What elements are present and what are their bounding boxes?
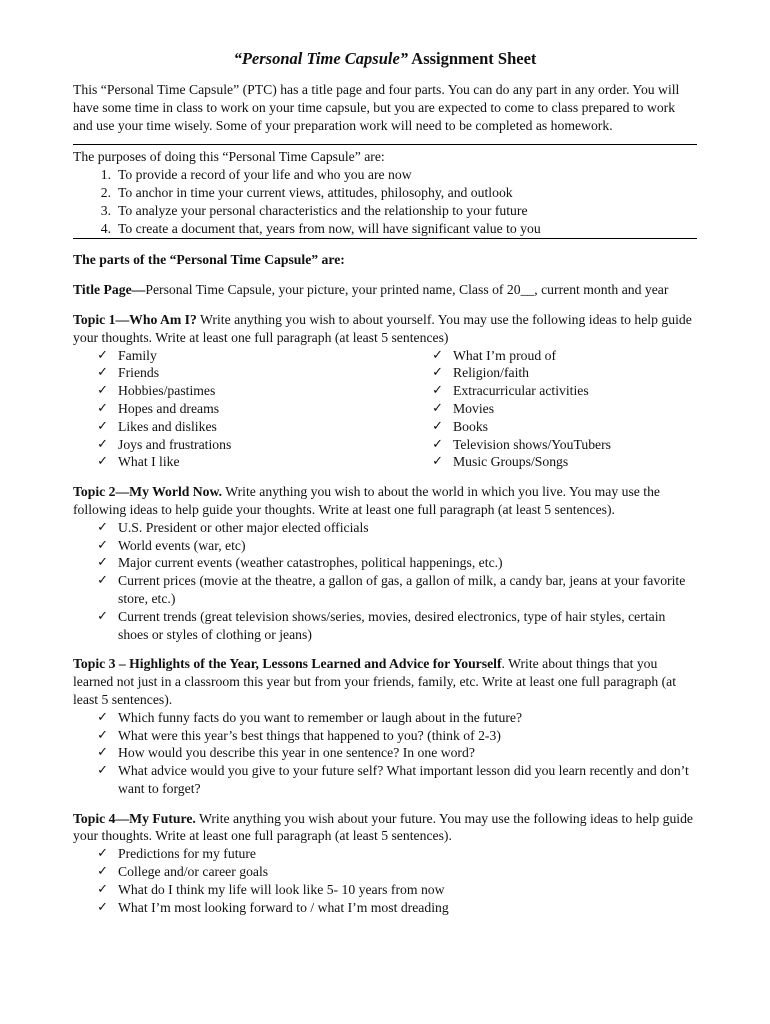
item-text: Which funny facts do you want to remember or laugh about in the future? xyxy=(118,709,523,725)
list-item xyxy=(408,418,697,436)
item-text: Family xyxy=(118,347,157,363)
topic4-list xyxy=(73,845,697,916)
topic3-label: Topic 3 – Highlights of the Year, Lessons Learned and Advice for Yourself xyxy=(73,656,502,672)
item-text: Music Groups/Songs xyxy=(453,454,569,470)
item-text: What were this year’s best things that happened to you? (think of 2-3) xyxy=(118,727,501,743)
item-text: To provide a record of your life and who you are now xyxy=(118,167,412,183)
check-icon: ✓ xyxy=(97,881,108,897)
purposes-heading: The purposes of doing this “Personal Time Capsule” are: xyxy=(73,149,385,165)
title-italic: “Personal Time Capsule” xyxy=(233,49,409,68)
list-item xyxy=(73,845,697,863)
check-icon: ✓ xyxy=(97,454,108,470)
check-icon: ✓ xyxy=(432,436,443,452)
item-text: To create a document that, years from now, will have significant value to you xyxy=(118,220,541,236)
list-item xyxy=(73,418,408,436)
list-item xyxy=(73,744,697,762)
item-text: Books xyxy=(453,418,488,434)
item-text: What advice would you give to your future self? What important lesson did you learn recently and don’t want to forget? xyxy=(118,763,689,796)
topic1-section xyxy=(73,311,697,471)
topic4-section xyxy=(73,810,697,917)
topic1-text: Write anything you wish to about yourself. You may use the following ideas to help guide your thoughts. Write at least one full paragraph (at least 5 sentences) xyxy=(73,311,692,345)
list-item xyxy=(73,347,408,365)
title-rest: Assignment Sheet xyxy=(408,49,537,68)
item-text: Major current events (weather catastrophes, political happenings, etc.) xyxy=(118,555,503,571)
purposes-list xyxy=(73,166,697,237)
list-item xyxy=(73,537,697,555)
check-icon: ✓ xyxy=(97,555,108,571)
check-icon: ✓ xyxy=(432,383,443,399)
list-item xyxy=(73,519,697,537)
list-item xyxy=(73,572,697,608)
item-text: To anchor in time your current views, attitudes, philosophy, and outlook xyxy=(118,184,513,200)
list-item xyxy=(73,436,408,454)
title-page-text: Personal Time Capsule, your picture, your printed name, Class of 20__, current month and year xyxy=(145,282,669,298)
topic2-label: Topic 2—My World Now. xyxy=(73,484,223,500)
check-icon: ✓ xyxy=(432,454,443,470)
check-icon: ✓ xyxy=(432,418,443,434)
topic2-list xyxy=(73,519,697,644)
item-text: Religion/faith xyxy=(453,365,530,381)
item-text: What I’m proud of xyxy=(453,347,557,363)
topic1-description xyxy=(73,311,697,347)
list-item xyxy=(73,709,697,727)
list-item xyxy=(73,382,408,400)
check-icon: ✓ xyxy=(432,400,443,416)
item-text: College and/or career goals xyxy=(118,864,269,880)
check-icon: ✓ xyxy=(97,519,108,535)
list-item xyxy=(73,166,697,184)
item-text: Predictions for my future xyxy=(118,846,256,862)
check-icon: ✓ xyxy=(97,365,108,381)
list-item xyxy=(73,554,697,572)
document-body xyxy=(73,49,697,916)
check-icon: ✓ xyxy=(432,365,443,381)
item-number: 4. xyxy=(100,220,111,236)
check-icon: ✓ xyxy=(97,608,108,624)
item-text: What I’m most looking forward to / what I’m most dreading xyxy=(118,899,449,915)
topic3-text: . Write about things that you learned not just in a classroom this year but from your friends, family, etc. Write at least one full paragraph (at least 5 sentences). xyxy=(73,656,677,707)
list-item xyxy=(408,382,697,400)
list-item xyxy=(408,436,697,454)
list-item xyxy=(408,453,697,471)
item-text: Likes and dislikes xyxy=(118,418,217,434)
topic4-text: Write anything you wish about your future. You may use the following ideas to help guide your thoughts. Write at least one full paragraph (at least 5 sentences). xyxy=(73,810,694,844)
list-item xyxy=(73,220,697,238)
topic2-section xyxy=(73,483,697,643)
topic2-text: Write anything you wish to about the world in which you live. You may use the following ideas to help guide your thoughts. Write at least one full paragraph (at least 5 sentences). xyxy=(73,484,660,517)
check-icon: ✓ xyxy=(97,347,108,363)
list-item xyxy=(73,608,697,644)
title-page-label: Title Page— xyxy=(73,282,146,298)
list-item xyxy=(408,400,697,418)
check-icon: ✓ xyxy=(97,727,108,743)
item-text: U.S. President or other major elected officials xyxy=(118,519,369,535)
check-icon: ✓ xyxy=(97,763,108,779)
list-item xyxy=(73,863,697,881)
check-icon: ✓ xyxy=(97,400,108,416)
check-icon: ✓ xyxy=(97,383,108,399)
item-text: Hobbies/pastimes xyxy=(118,383,216,399)
item-text: How would you describe this year in one sentence? In one word? xyxy=(118,745,475,761)
topic3-list xyxy=(73,709,697,798)
list-item xyxy=(73,400,408,418)
check-icon: ✓ xyxy=(97,846,108,862)
item-text: Current prices (movie at the theatre, a gallon of gas, a gallon of milk, a candy bar, jeans at your favorite store, etc.) xyxy=(118,573,686,606)
list-item xyxy=(73,881,697,899)
item-number: 1. xyxy=(100,167,111,183)
check-icon: ✓ xyxy=(97,537,108,553)
check-icon: ✓ xyxy=(97,573,108,589)
item-text: Joys and frustrations xyxy=(118,436,232,452)
item-text: What I like xyxy=(118,454,180,470)
list-item xyxy=(408,364,697,382)
item-text: Movies xyxy=(453,400,495,416)
page-title xyxy=(73,49,697,69)
item-text: World events (war, etc) xyxy=(118,537,246,553)
item-number: 2. xyxy=(100,184,111,200)
topic2-description xyxy=(73,483,697,519)
list-item xyxy=(73,453,408,471)
item-text: Extracurricular activities xyxy=(453,383,589,399)
purposes-box xyxy=(73,144,697,238)
item-number: 3. xyxy=(100,202,111,218)
list-item xyxy=(73,184,697,202)
topic3-description xyxy=(73,655,697,708)
item-text: Hopes and dreams xyxy=(118,400,220,416)
item-text: Friends xyxy=(118,365,160,381)
parts-heading: The parts of the “Personal Time Capsule” are: xyxy=(73,252,345,268)
topic1-ideas xyxy=(73,347,697,472)
topic4-label: Topic 4—My Future. xyxy=(73,810,196,826)
topic1-left-list xyxy=(73,347,408,472)
topic1-right-list xyxy=(408,347,697,472)
list-item xyxy=(408,347,697,365)
intro-paragraph: This “Personal Time Capsule” (PTC) has a title page and four parts. You can do any part in any order. You will have some time in class to work on your time capsule, but you are expected to come to class prepared to work and use your time wisely. Some of your preparation work will need to be completed as homework. xyxy=(73,82,680,133)
list-item xyxy=(73,899,697,917)
list-item xyxy=(73,727,697,745)
check-icon: ✓ xyxy=(97,418,108,434)
topic4-description xyxy=(73,810,697,846)
item-text: To analyze your personal characteristics and the relationship to your future xyxy=(118,202,528,218)
check-icon: ✓ xyxy=(97,745,108,761)
item-text: Television shows/YouTubers xyxy=(453,436,611,452)
check-icon: ✓ xyxy=(97,864,108,880)
list-item xyxy=(73,364,408,382)
topic3-section xyxy=(73,655,697,797)
purposes-bottom-rule xyxy=(73,238,697,239)
check-icon: ✓ xyxy=(97,899,108,915)
check-icon: ✓ xyxy=(97,436,108,452)
list-item xyxy=(73,762,697,798)
item-text: What do I think my life will look like 5- 10 years from now xyxy=(118,881,445,897)
topic1-label: Topic 1—Who Am I? xyxy=(73,311,197,327)
item-text: Current trends (great television shows/series, movies, desired electronics, type of hair styles, certain shoes or styles of clothing or jeans) xyxy=(118,608,666,642)
check-icon: ✓ xyxy=(432,347,443,363)
title-page-section xyxy=(73,281,697,299)
check-icon: ✓ xyxy=(97,709,108,725)
list-item xyxy=(73,202,697,220)
